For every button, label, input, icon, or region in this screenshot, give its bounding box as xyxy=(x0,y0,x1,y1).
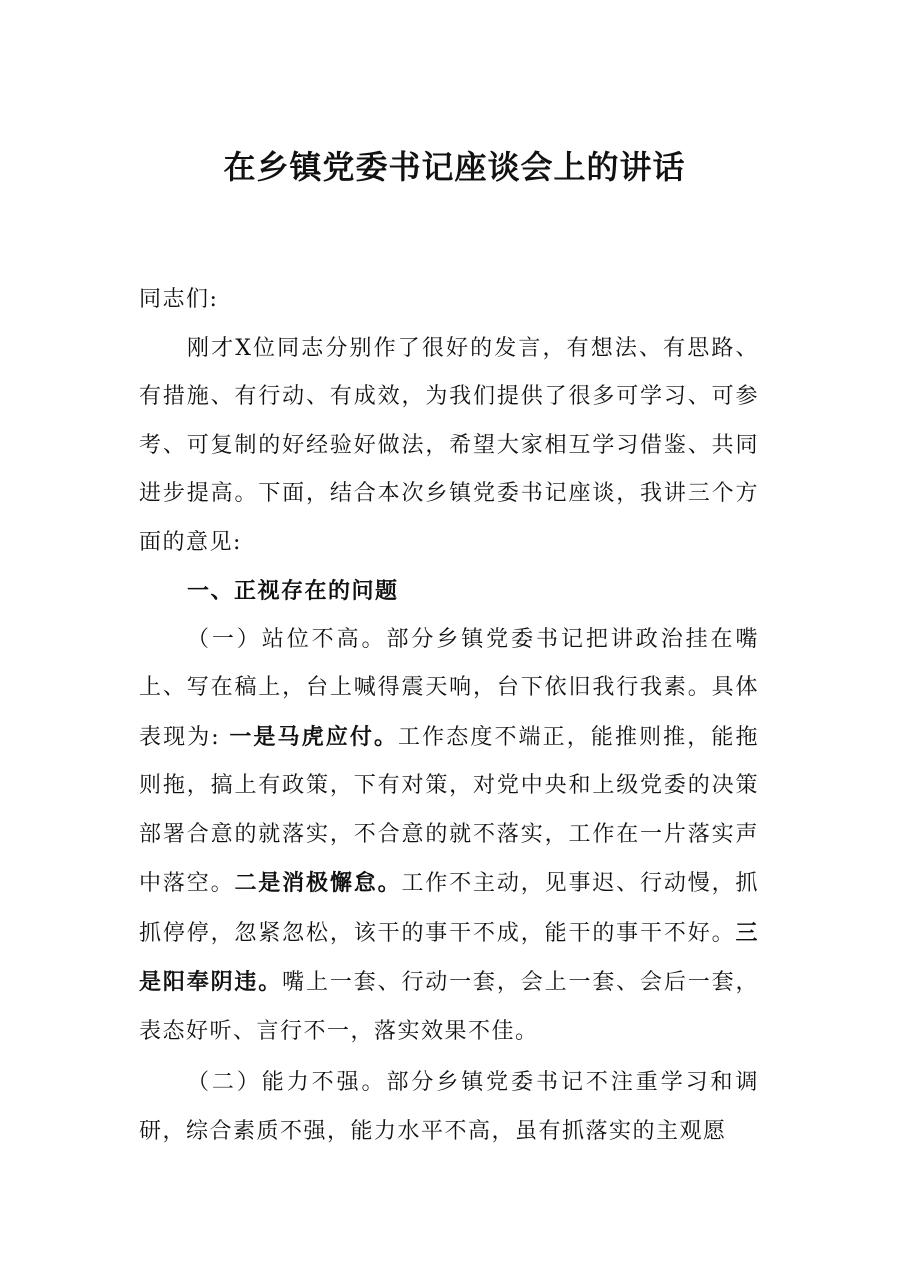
section-heading: 一、正视存在的问题 xyxy=(187,578,399,604)
subsection-lead: （一）站位不高。部分乡镇党委书记把讲政治挂在嘴上、写在稿上，台上喊得震天响，台下依旧我行我素。具体表现为: xyxy=(139,626,759,750)
point-text: 工作态度不端正，能推则推，能拖则拖，搞上有政策，下有对策，对党中央和上级党委的决策部署合意的就落实，不合意的就不落实，工作在一片落实声中落空。 xyxy=(139,724,759,896)
document-title: 在乡镇党委书记座谈会上的讲话 xyxy=(223,148,686,186)
point-text: 工作不主动，见事迟、行动慢，抓抓停停，忽紧忽松，该干的事干不成，能干的事干不好。 xyxy=(139,871,759,946)
document-body xyxy=(139,276,759,1156)
point-title: 一是马虎应付。 xyxy=(229,723,399,750)
subsection-paragraph: （二）能力不强。部分乡镇党委书记不注重学习和调研，综合素质不强，能力水平不高，虽有抓落实的主观愿 xyxy=(139,1070,759,1144)
intro-paragraph: 刚才X位同志分别作了很好的发言，有想法、有思路、有措施、有行动、有成效，为我们提供了很多可学习、可参考、可复制的好经验好做法，希望大家相互学习借鉴、共同进步提高。下面，结合本次乡镇党委书记座谈，我讲三个方面的意见: xyxy=(139,335,759,555)
point-title: 三是阳奉阴违。 xyxy=(139,919,759,995)
subsection-paragraph xyxy=(139,616,759,1057)
point-title: 二是消极懈怠。 xyxy=(234,870,402,896)
point-text: 嘴上一套、行动一套，会上一套、会后一套，表态好听、言行不一，落实效果不佳。 xyxy=(139,970,759,1044)
salutation: 同志们: xyxy=(139,287,219,312)
